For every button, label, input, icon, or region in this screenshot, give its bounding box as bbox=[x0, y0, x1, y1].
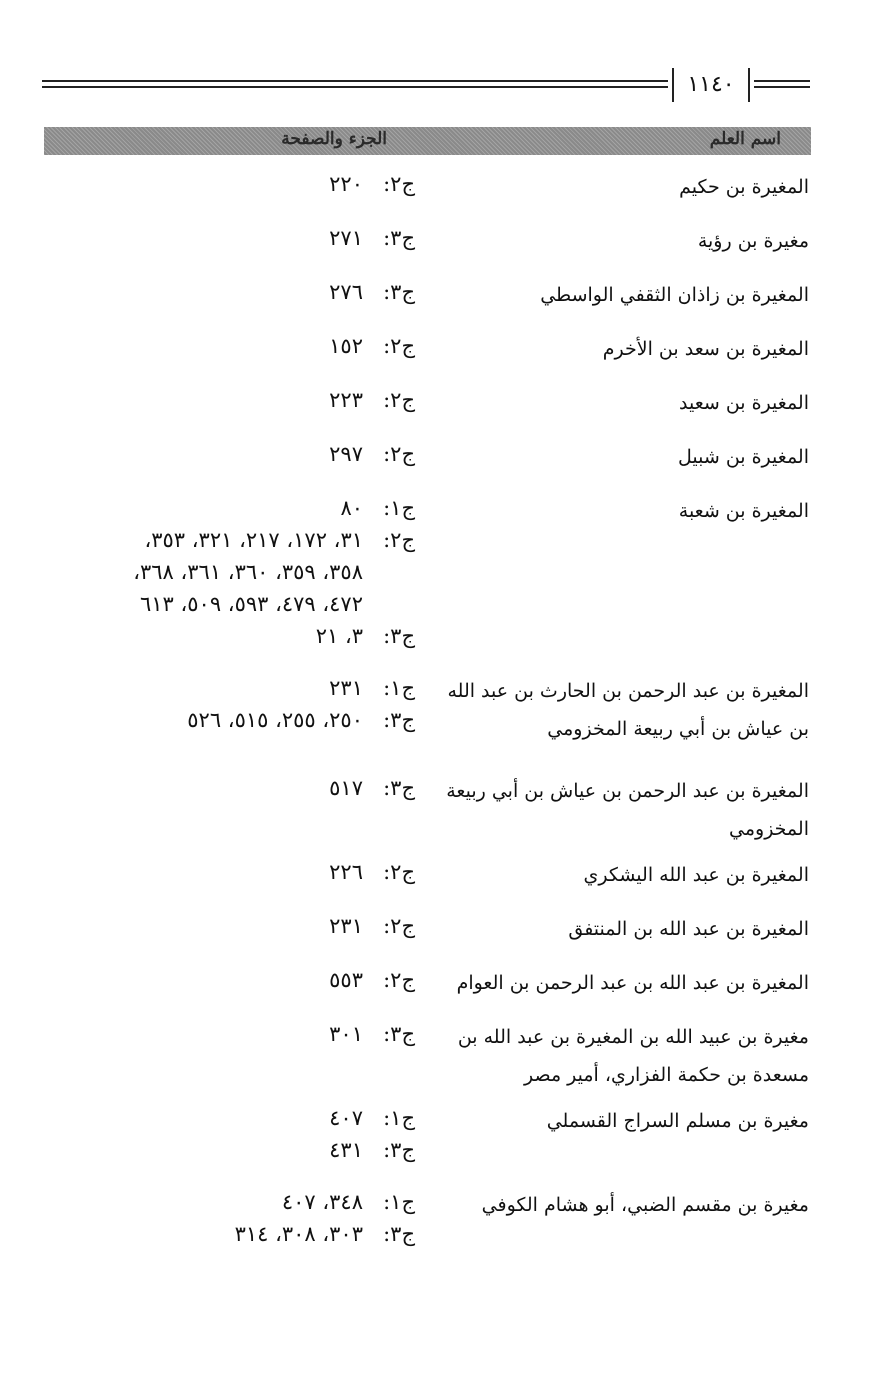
index-entry bbox=[0, 848, 879, 902]
volume-label: ج٣: bbox=[383, 1222, 415, 1246]
index-entry bbox=[0, 376, 879, 430]
column-header-name: اسم العلم bbox=[709, 129, 781, 149]
page-numbers: ٣١، ١٧٢، ٢١٧، ٣٢١، ٣٥٣، ٣٥٨، ٣٥٩، ٣٦٠، ٣٦١، ٣٦٨، ٤٧٢، ٤٧٩، ٥٩٣، ٥٠٩، ٦١٣ bbox=[133, 528, 363, 616]
entry-name: المغيرة بن عبد الله بن المنتفق bbox=[568, 918, 809, 940]
index-entry bbox=[0, 214, 879, 268]
volume-label: ج٢: bbox=[383, 914, 415, 938]
page-numbers: ٨٠ bbox=[340, 496, 363, 520]
entry-references bbox=[15, 1102, 415, 1166]
index-entry bbox=[0, 902, 879, 956]
page-numbers: ٣٤٨، ٤٠٧ bbox=[281, 1190, 363, 1214]
entry-references bbox=[15, 492, 415, 652]
column-header-band bbox=[44, 127, 811, 155]
reference-row bbox=[15, 1018, 415, 1050]
page-numbers: ١٥٢ bbox=[329, 334, 363, 358]
page-numbers: ٢٩٧ bbox=[329, 442, 363, 466]
header-rule-left bbox=[42, 80, 668, 88]
entry-references bbox=[15, 384, 415, 416]
page-header bbox=[42, 66, 810, 106]
index-entry bbox=[0, 268, 879, 322]
volume-label: ج٣: bbox=[383, 776, 415, 800]
volume-label: ج٣: bbox=[383, 624, 415, 648]
index-entry bbox=[0, 1010, 879, 1094]
entry-references bbox=[15, 438, 415, 470]
reference-row bbox=[15, 704, 415, 736]
reference-row bbox=[15, 856, 415, 888]
reference-row bbox=[15, 1102, 415, 1134]
page-numbers: ٢٣١ bbox=[329, 676, 363, 700]
volume-label: ج٢: bbox=[383, 334, 415, 358]
page-numbers: ٢٧١ bbox=[329, 226, 363, 250]
index-entry bbox=[0, 322, 879, 376]
page-numbers: ٢٢٠ bbox=[329, 172, 363, 196]
index-entry bbox=[0, 1178, 879, 1262]
index-entry bbox=[0, 956, 879, 1010]
entry-name: مغيرة بن مقسم الضبي، أبو هشام الكوفي bbox=[481, 1194, 809, 1216]
entry-references bbox=[15, 276, 415, 308]
reference-row bbox=[15, 330, 415, 362]
volume-label: ج٣: bbox=[383, 1022, 415, 1046]
reference-row bbox=[15, 384, 415, 416]
volume-label: ج٢: bbox=[383, 528, 415, 552]
entry-references bbox=[15, 910, 415, 942]
volume-label: ج٣: bbox=[383, 1138, 415, 1162]
entry-name: المغيرة بن زاذان الثقفي الواسطي bbox=[540, 284, 809, 306]
volume-label: ج٣: bbox=[383, 226, 415, 250]
index-entry bbox=[0, 1094, 879, 1178]
entry-references bbox=[15, 672, 415, 736]
entry-name: المغيرة بن عبد الله اليشكري bbox=[583, 864, 809, 886]
page-numbers: ٢٣١ bbox=[329, 914, 363, 938]
entry-name: المغيرة بن حكيم bbox=[679, 176, 809, 198]
entry-references bbox=[15, 856, 415, 888]
reference-row bbox=[15, 1186, 415, 1218]
header-divider bbox=[672, 68, 674, 102]
entry-references bbox=[15, 964, 415, 996]
page-numbers: ٤٠٧ bbox=[329, 1106, 363, 1130]
entry-name: المغيرة بن عبد الرحمن بن عياش بن أبي ربيعة المخزومي bbox=[446, 780, 809, 840]
index-entry bbox=[0, 664, 879, 764]
reference-row bbox=[15, 168, 415, 200]
reference-row bbox=[15, 492, 415, 524]
volume-label: ج١: bbox=[383, 676, 415, 700]
entry-name: المغيرة بن شعبة bbox=[678, 500, 809, 522]
entry-references bbox=[15, 1186, 415, 1250]
header-divider bbox=[748, 68, 750, 102]
page-numbers: ٢٢٦ bbox=[329, 860, 363, 884]
entry-references bbox=[15, 168, 415, 200]
reference-row bbox=[15, 438, 415, 470]
entry-name: مغيرة بن رؤية bbox=[697, 230, 809, 252]
page-numbers: ٥٥٣ bbox=[329, 968, 363, 992]
reference-row bbox=[15, 1218, 415, 1250]
page-numbers: ٢٥٠، ٢٥٥، ٥١٥، ٥٢٦ bbox=[187, 708, 363, 732]
volume-label: ج٢: bbox=[383, 442, 415, 466]
index-entry bbox=[0, 160, 879, 214]
index-entry-list bbox=[0, 160, 879, 1262]
page-numbers: ٢٧٦ bbox=[329, 280, 363, 304]
index-entry bbox=[0, 430, 879, 484]
reference-row bbox=[15, 964, 415, 996]
entry-name: المغيرة بن عبد الرحمن بن الحارث بن عبد الله بن عياش بن أبي ربيعة المخزومي bbox=[447, 680, 809, 740]
page-numbers: ٢٢٣ bbox=[329, 388, 363, 412]
reference-row bbox=[15, 276, 415, 308]
entry-name: مغيرة بن عبيد الله بن المغيرة بن عبد الله بن مسعدة بن حكمة الفزاري، أمير مصر bbox=[457, 1026, 809, 1086]
volume-label: ج٢: bbox=[383, 172, 415, 196]
entry-name: المغيرة بن شبيل bbox=[678, 446, 809, 468]
page-numbers: ٣، ٢١ bbox=[315, 624, 363, 648]
index-entry bbox=[0, 484, 879, 664]
entry-name: المغيرة بن سعيد bbox=[678, 392, 809, 414]
volume-label: ج٣: bbox=[383, 280, 415, 304]
index-entry bbox=[0, 764, 879, 848]
entry-references bbox=[15, 1018, 415, 1050]
column-header-reference: الجزء والصفحة bbox=[281, 129, 387, 149]
volume-label: ج٢: bbox=[383, 388, 415, 412]
entry-name: المغيرة بن عبد الله بن عبد الرحمن بن العوام bbox=[456, 972, 809, 994]
volume-label: ج٣: bbox=[383, 708, 415, 732]
reference-row bbox=[15, 524, 415, 620]
entry-name: مغيرة بن مسلم السراج القسملي bbox=[546, 1110, 809, 1132]
reference-row bbox=[15, 672, 415, 704]
page-numbers: ٣٠١ bbox=[329, 1022, 363, 1046]
volume-label: ج١: bbox=[383, 1106, 415, 1130]
reference-row bbox=[15, 620, 415, 652]
volume-label: ج٢: bbox=[383, 968, 415, 992]
volume-label: ج١: bbox=[383, 496, 415, 520]
reference-row bbox=[15, 772, 415, 804]
reference-row bbox=[15, 910, 415, 942]
volume-label: ج٢: bbox=[383, 860, 415, 884]
reference-row bbox=[15, 1134, 415, 1166]
entry-references bbox=[15, 222, 415, 254]
reference-row bbox=[15, 222, 415, 254]
entry-references bbox=[15, 772, 415, 804]
entry-references bbox=[15, 330, 415, 362]
header-rule-right bbox=[754, 80, 810, 88]
volume-label: ج١: bbox=[383, 1190, 415, 1214]
entry-name: المغيرة بن سعد بن الأخرم bbox=[602, 338, 809, 360]
page-number: ١١٤٠ bbox=[687, 72, 735, 97]
page-numbers: ٣٠٣، ٣٠٨، ٣١٤ bbox=[234, 1222, 363, 1246]
page-numbers: ٥١٧ bbox=[329, 776, 363, 800]
page-numbers: ٤٣١ bbox=[329, 1138, 363, 1162]
